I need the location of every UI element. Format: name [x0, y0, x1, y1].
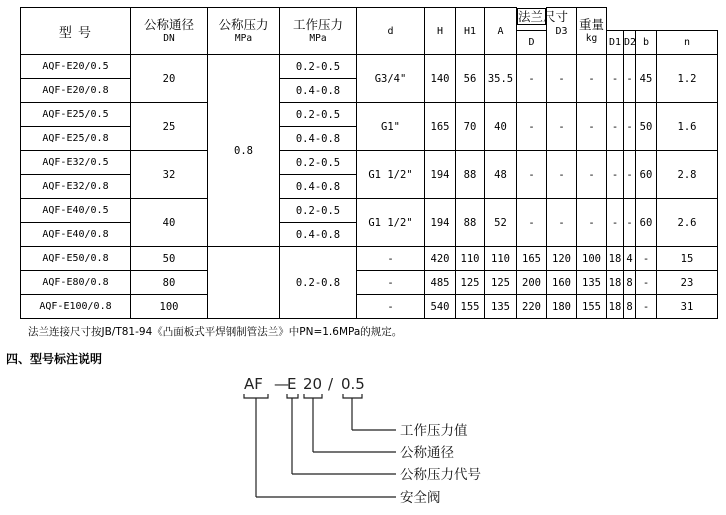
flange-n-cell: - [624, 199, 636, 247]
model-cell: AQF-E100/0.8 [21, 295, 131, 319]
model-cell: AQF-E32/0.5 [21, 151, 131, 175]
code-part-e: E [287, 375, 297, 393]
code-part-05: 0.5 [341, 375, 365, 393]
header-flange-d: D [517, 31, 547, 55]
thread-cell: - [357, 271, 425, 295]
model-cell: AQF-E80/0.8 [21, 271, 131, 295]
model-cell: AQF-E25/0.8 [21, 127, 131, 151]
d3-cell: 50 [636, 103, 657, 151]
flange-b-cell: 18 [607, 247, 624, 271]
table-row [21, 247, 718, 271]
h1-cell: 110 [456, 247, 485, 271]
h1-cell: 70 [456, 103, 485, 151]
model-cell: AQF-E50/0.8 [21, 247, 131, 271]
a-cell: 52 [485, 199, 517, 247]
header-wp: 工作压力 MPa [280, 8, 357, 55]
h-cell: 194 [425, 151, 456, 199]
dn-cell: 50 [131, 247, 208, 271]
flange-b-cell: 18 [607, 271, 624, 295]
flange-d2-cell: - [577, 55, 607, 103]
header-pn: 公称压力 MPa [208, 8, 280, 55]
weight-cell: 1.6 [657, 103, 718, 151]
a-cell: 135 [485, 295, 517, 319]
dn-cell: 25 [131, 103, 208, 151]
table-row [21, 103, 718, 127]
spec-table [20, 7, 718, 319]
d3-cell: 60 [636, 151, 657, 199]
flange-d2-cell: 100 [577, 247, 607, 271]
a-cell: 35.5 [485, 55, 517, 103]
flange-n-cell: - [624, 151, 636, 199]
thread-cell: G1" [357, 103, 425, 151]
model-cell: AQF-E40/0.8 [21, 223, 131, 247]
flange-b-cell: - [607, 103, 624, 151]
a-cell: 125 [485, 271, 517, 295]
thread-cell: - [357, 295, 425, 319]
thread-cell: - [357, 247, 425, 271]
d3-cell: 60 [636, 199, 657, 247]
flange-d1-cell: 120 [547, 247, 577, 271]
flange-d1-cell: - [547, 103, 577, 151]
flange-d-cell: - [517, 151, 547, 199]
header-weight: 重量 kg [577, 8, 607, 55]
flange-d2-cell: 135 [577, 271, 607, 295]
weight-cell: 2.6 [657, 199, 718, 247]
model-cell: AQF-E20/0.8 [21, 79, 131, 103]
flange-d1-cell: - [547, 151, 577, 199]
thread-cell: G1 1/2" [357, 199, 425, 247]
thread-cell: G1 1/2" [357, 151, 425, 199]
table-row [21, 295, 718, 319]
weight-cell: 23 [657, 271, 718, 295]
header-h: H [425, 8, 456, 55]
h1-cell: 155 [456, 295, 485, 319]
code-part-20: 20 [303, 375, 323, 393]
wp-cell: 0.2-0.8 [280, 247, 357, 319]
flange-n-cell: 8 [624, 271, 636, 295]
flange-n-cell: 4 [624, 247, 636, 271]
flange-d-cell: - [517, 55, 547, 103]
model-cell: AQF-E20/0.5 [21, 55, 131, 79]
header-flange: 法兰尺寸 [518, 8, 569, 24]
flange-d-cell: - [517, 103, 547, 151]
d3-cell: - [636, 271, 657, 295]
wp-cell: 0.4-0.8 [280, 127, 357, 151]
header-d: d [357, 8, 425, 55]
label-safety-valve: 安全阀 [400, 490, 441, 506]
dn-cell: 100 [131, 295, 208, 319]
flange-n-cell: - [624, 55, 636, 103]
flange-b-cell: - [607, 151, 624, 199]
flange-b-cell: - [607, 199, 624, 247]
header-flange-n: n [657, 31, 718, 55]
flange-n-cell: 8 [624, 295, 636, 319]
table-row [21, 151, 718, 175]
code-part-dash: — [274, 375, 289, 393]
flange-d1-cell: - [547, 199, 577, 247]
label-nominal-pressure-code: 公称压力代号 [400, 467, 481, 483]
a-cell: 40 [485, 103, 517, 151]
flange-b-cell: 18 [607, 295, 624, 319]
dn-cell: 80 [131, 271, 208, 295]
weight-cell: 31 [657, 295, 718, 319]
pn-cell: 0.8 [208, 55, 280, 247]
label-working-pressure: 工作压力值 [400, 423, 468, 439]
h-cell: 540 [425, 295, 456, 319]
flange-d1-cell: - [547, 55, 577, 103]
wp-cell: 0.4-0.8 [280, 79, 357, 103]
thread-cell: G3/4" [357, 55, 425, 103]
model-cell: AQF-E32/0.8 [21, 175, 131, 199]
table-row [21, 271, 718, 295]
header-dn: 公称通径 DN [131, 8, 208, 55]
wp-cell: 0.4-0.8 [280, 223, 357, 247]
wp-cell: 0.2-0.5 [280, 103, 357, 127]
d3-cell: 45 [636, 55, 657, 103]
flange-d-cell: 200 [517, 271, 547, 295]
h1-cell: 56 [456, 55, 485, 103]
h1-cell: 88 [456, 151, 485, 199]
weight-cell: 1.2 [657, 55, 718, 103]
section-title: 四、型号标注说明 [6, 352, 103, 366]
wp-cell: 0.2-0.5 [280, 151, 357, 175]
header-d3: D3 [547, 8, 577, 55]
flange-d2-cell: - [577, 199, 607, 247]
flange-standard-note: 法兰连接尺寸按JB/T81-94《凸面板式平焊钢制管法兰》中PN=1.6MPa的规定。 [28, 326, 403, 338]
flange-d2-cell: - [577, 151, 607, 199]
leader-lines [244, 394, 396, 497]
h-cell: 140 [425, 55, 456, 103]
flange-d1-cell: 160 [547, 271, 577, 295]
h-cell: 485 [425, 271, 456, 295]
d3-cell: - [636, 247, 657, 271]
header-model: 型 号 [21, 8, 131, 55]
weight-cell: 2.8 [657, 151, 718, 199]
header-flange-d1: D1 [607, 31, 624, 55]
wp-cell: 0.2-0.5 [280, 55, 357, 79]
flange-d-cell: 220 [517, 295, 547, 319]
wp-cell: 0.2-0.5 [280, 199, 357, 223]
dn-cell: 40 [131, 199, 208, 247]
d3-cell: - [636, 295, 657, 319]
flange-n-cell: - [624, 103, 636, 151]
h1-cell: 125 [456, 271, 485, 295]
h-cell: 420 [425, 247, 456, 271]
flange-d2-cell: - [577, 103, 607, 151]
code-part-slash: / [328, 375, 334, 393]
h1-cell: 88 [456, 199, 485, 247]
flange-d1-cell: 180 [547, 295, 577, 319]
flange-b-cell: - [607, 55, 624, 103]
header-a: A [485, 8, 517, 55]
table-row [21, 55, 718, 79]
flange-d-cell: - [517, 199, 547, 247]
flange-d2-cell: 155 [577, 295, 607, 319]
header-flange-d2: D2 [624, 31, 636, 55]
pn-cell-empty [208, 247, 280, 319]
header-h1: H1 [456, 8, 485, 55]
h-cell: 194 [425, 199, 456, 247]
dn-cell: 32 [131, 151, 208, 199]
weight-cell: 15 [657, 247, 718, 271]
code-part-af: AF [244, 375, 263, 393]
flange-d-cell: 165 [517, 247, 547, 271]
model-designation-diagram [230, 368, 530, 508]
label-nominal-diameter: 公称通径 [400, 445, 454, 461]
a-cell: 48 [485, 151, 517, 199]
model-cell: AQF-E25/0.5 [21, 103, 131, 127]
header-flange-b: b [636, 31, 657, 55]
dn-cell: 20 [131, 55, 208, 103]
h-cell: 165 [425, 103, 456, 151]
table-row [21, 199, 718, 223]
model-cell: AQF-E40/0.5 [21, 199, 131, 223]
wp-cell: 0.4-0.8 [280, 175, 357, 199]
a-cell: 110 [485, 247, 517, 271]
